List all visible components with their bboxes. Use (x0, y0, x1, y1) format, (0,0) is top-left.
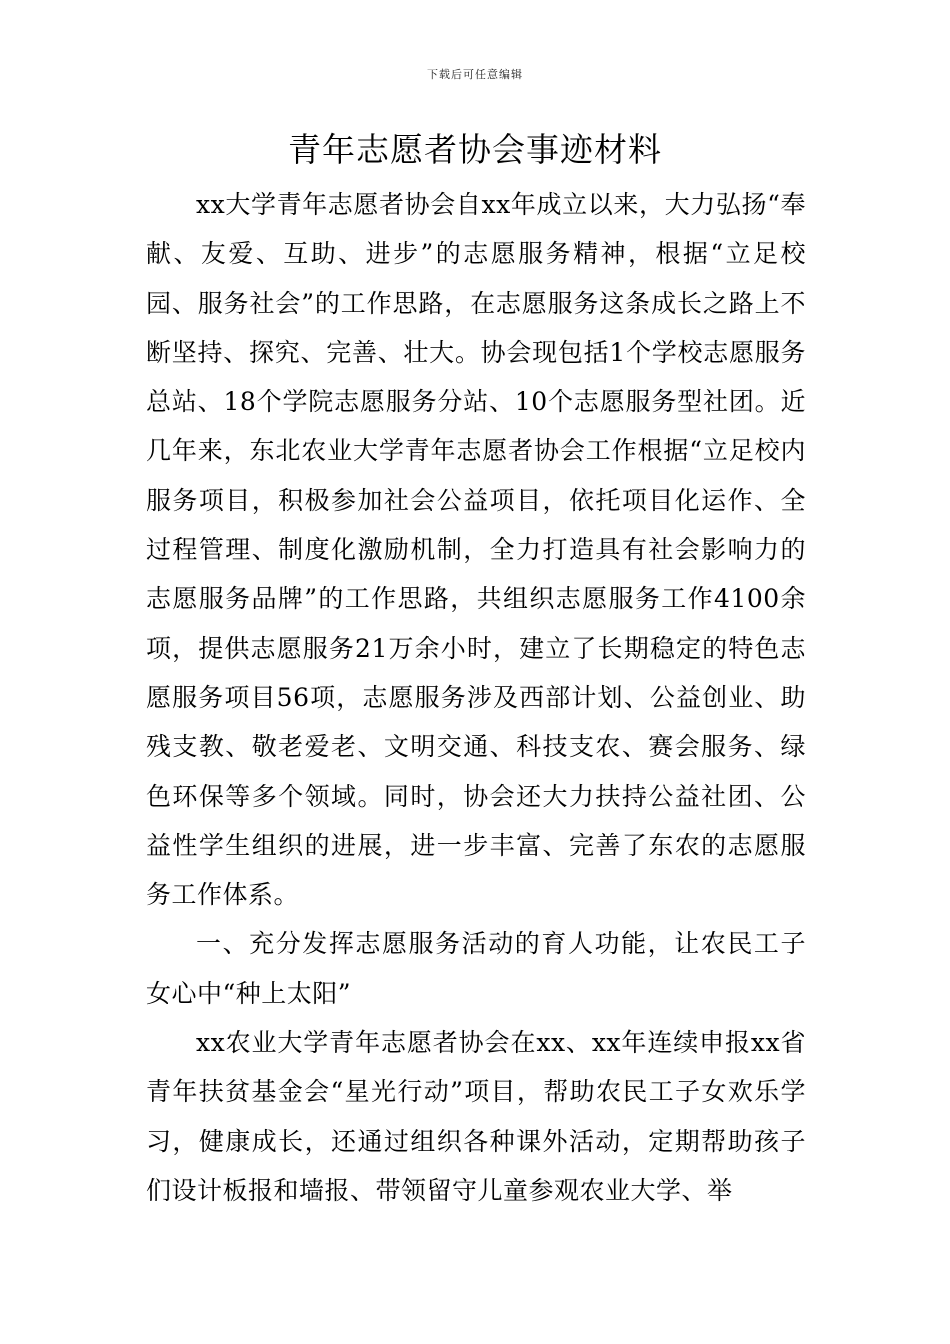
document-title: 青年志愿者协会事迹材料 (288, 130, 662, 169)
header-note: 下载后可任意编辑 (427, 68, 523, 81)
document-body (146, 180, 806, 1215)
paragraph: xx农业大学青年志愿者协会在xx、xx年连续申报xx省青年扶贫基金会“星光行动”项目，帮助农民工子女欢乐学习，健康成长，还通过组织各种课外活动，定期帮助孩子们设计板报和墙报、带领留守儿童参观农业大学、举 (146, 1028, 806, 1205)
paragraph: xx大学青年志愿者协会自xx年成立以来，大力弘扬“奉献、友爱、互助、进步”的志愿服务精神，根据“立足校园、服务社会”的工作思路，在志愿服务这条成长之路上不断坚持、探究、完善、壮大。协会现包括1个学校志愿服务总站、18个学院志愿服务分站、10个志愿服务型社团。近几年来，东北农业大学青年志愿者协会工作根据“立足校内服务项目，积极参加社会公益项目，依托项目化运作、全过程管理、制度化激励机制，全力打造具有社会影响力的志愿服务品牌”的工作思路，共组织志愿服务工作4100余项，提供志愿服务21万余小时，建立了长期稳定的特色志愿服务项目56项，志愿服务涉及西部计划、公益创业、助残支教、敬老爱老、文明交通、科技支农、赛会服务、绿色环保等多个领域。同时，协会还大力扶持公益社团、公益性学生组织的进展，进一步丰富、完善了东农的志愿服务工作体系。 (146, 190, 806, 910)
section-heading: 一、充分发挥志愿服务活动的育人功能，让农民工子女心中“种上太阳” (146, 929, 806, 1008)
